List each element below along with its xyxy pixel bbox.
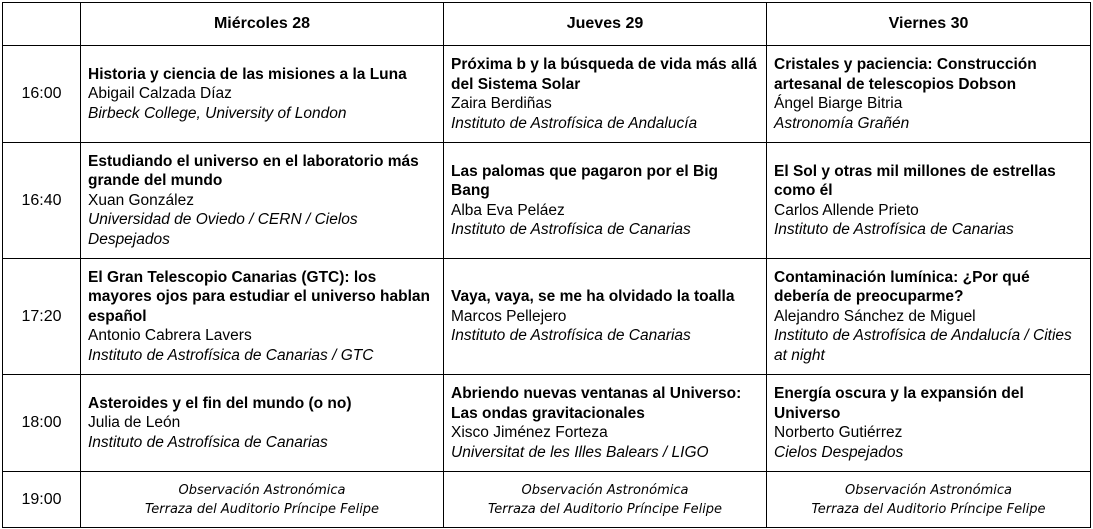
talk-affiliation: Birbeck College, University of London — [88, 104, 347, 122]
talk-speaker: Ángel Biarge Bitria — [774, 95, 903, 112]
time-cell: 19:00 — [3, 472, 81, 528]
talk-title: Las palomas que pagaron por el Big Bang — [451, 162, 718, 199]
talk-title: Contaminación lumínica: ¿Por qué debería de preocuparme? — [774, 268, 1030, 306]
time-cell: 18:00 — [3, 375, 81, 472]
observation-location: Terraza del Auditorio Príncipe Felipe — [811, 501, 1046, 517]
observation-title: Observación Astronómica — [521, 482, 689, 498]
time-cell: 17:20 — [3, 259, 81, 375]
talk-affiliation: Instituto de Astrofísica de Canarias — [88, 433, 328, 451]
talk-speaker: Antonio Cabrera Lavers — [88, 327, 252, 345]
talk-speaker: Carlos Allende Prieto — [774, 201, 919, 219]
talk-title: El Gran Telescopio Canarias (GTC): los mayores ojos para estudiar el universo hablan español — [88, 268, 430, 325]
talk-speaker: Abigail Calzada Díaz — [88, 85, 232, 103]
talk-affiliation: Universitat de les Illes Balears / LIGO — [451, 443, 709, 461]
talk-speaker: Zaira Berdiñas — [451, 95, 552, 112]
talk-cell — [81, 46, 444, 143]
observation-cell — [444, 472, 767, 528]
observation-cell — [767, 472, 1091, 528]
talk-speaker: Xuan González — [88, 191, 194, 209]
talk-speaker: Alejandro Sánchez de Miguel — [774, 307, 976, 325]
talk-cell — [81, 375, 444, 472]
table-row — [3, 259, 1091, 375]
talk-title: El Sol y otras mil millones de estrellas como él — [774, 162, 1056, 199]
talk-affiliation: Astronomía Grañén — [774, 114, 910, 132]
observation-title: Observación Astronómica — [178, 482, 346, 498]
talk-cell — [767, 143, 1091, 259]
observation-location: Terraza del Auditorio Príncipe Felipe — [487, 501, 723, 517]
talk-cell — [81, 143, 444, 259]
talk-speaker: Julia de León — [88, 414, 181, 432]
talk-speaker: Marcos Pellejero — [451, 307, 567, 325]
observation-cell — [81, 472, 444, 528]
talk-cell — [767, 259, 1091, 375]
talk-affiliation: Instituto de Astrofísica de Canarias — [451, 327, 691, 345]
talk-affiliation: Instituto de Astrofísica de Canarias — [451, 221, 691, 238]
talk-title: Vaya, vaya, se me ha olvidado la toalla — [451, 288, 735, 306]
talk-cell — [444, 375, 767, 472]
talk-title: Estudiando el universo en el laboratorio más grande del mundo — [88, 152, 419, 190]
talk-affiliation: Cielos Despejados — [774, 443, 904, 461]
talk-affiliation: Instituto de Astrofísica de Andalucía — [451, 114, 698, 132]
observation-location: Terraza del Auditorio Príncipe Felipe — [144, 501, 380, 517]
talk-cell — [444, 259, 767, 375]
table-row — [3, 472, 1091, 528]
talk-affiliation: Instituto de Astrofísica de Canarias — [774, 221, 1014, 238]
day-header-wednesday: Miércoles 28 — [81, 3, 444, 46]
talk-affiliation: Universidad de Oviedo / CERN / Cielos Despejados — [88, 211, 358, 248]
header-row — [3, 3, 1091, 46]
talk-title: Energía oscura y la expansión del Universo — [774, 385, 1024, 422]
talk-title: Historia y ciencia de las misiones a la Luna — [88, 65, 407, 83]
time-cell: 16:00 — [3, 46, 81, 143]
corner-cell — [3, 3, 81, 46]
time-cell: 16:40 — [3, 143, 81, 259]
talk-affiliation: Instituto de Astrofísica de Canarias / GTC — [88, 346, 374, 364]
table-row — [3, 46, 1091, 143]
talk-title: Abriendo nuevas ventanas al Universo: Las ondas gravitacionales — [451, 385, 742, 422]
talk-affiliation: Instituto de Astrofísica de Andalucía / Cities at night — [774, 327, 1072, 364]
talk-speaker: Norberto Gutiérrez — [774, 424, 903, 441]
schedule-table — [2, 2, 1091, 528]
talk-speaker: Xisco Jiménez Forteza — [451, 424, 608, 441]
talk-cell — [444, 46, 767, 143]
talk-title: Próxima b y la búsqueda de vida más allá del Sistema Solar — [451, 56, 757, 93]
talk-cell — [81, 259, 444, 375]
observation-title: Observación Astronómica — [845, 482, 1012, 498]
talk-title: Cristales y paciencia: Construcción artesanal de telescopios Dobson — [774, 56, 1037, 93]
table-row — [3, 375, 1091, 472]
table-row — [3, 143, 1091, 259]
talk-speaker: Alba Eva Peláez — [451, 201, 565, 219]
talk-cell — [444, 143, 767, 259]
talk-cell — [767, 375, 1091, 472]
talk-title: Asteroides y el fin del mundo (o no) — [88, 394, 352, 412]
day-header-thursday: Jueves 29 — [444, 3, 767, 46]
talk-cell — [767, 46, 1091, 143]
day-header-friday: Viernes 30 — [767, 3, 1091, 46]
